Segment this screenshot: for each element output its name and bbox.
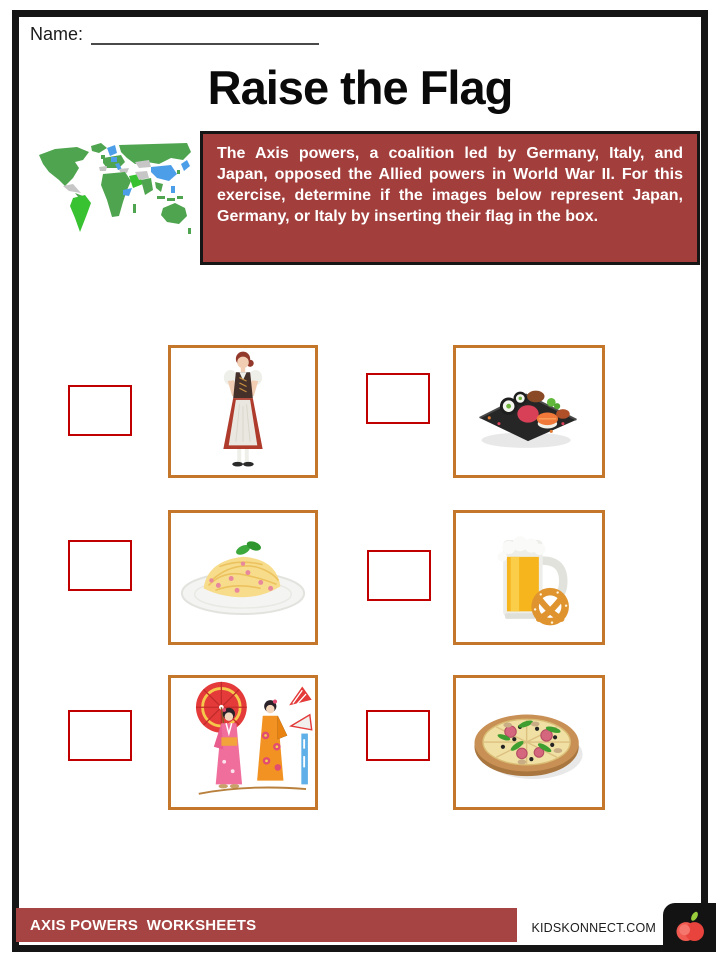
flag-answer-box-spaghetti[interactable] [68, 540, 132, 591]
footer-site-text: KIDSKONNECT.COM [531, 921, 656, 935]
instructions-box [200, 131, 700, 265]
german-dirndl-woman-image [193, 349, 293, 474]
image-box-kimono [168, 675, 318, 810]
name-label: Name: [30, 24, 84, 44]
sushi-plate-image [466, 362, 592, 462]
flag-answer-box-sushi[interactable] [366, 373, 430, 424]
footer-title-bar [16, 908, 517, 942]
image-box-sushi [453, 345, 605, 478]
image-box-spaghetti [168, 510, 318, 645]
name-input-line[interactable] [91, 24, 319, 45]
beer-mug-pretzel-image [475, 519, 583, 637]
footer-worksheet-title: AXIS POWERS WORKSHEETS [30, 916, 257, 934]
apple-logo-icon [672, 909, 708, 947]
image-box-pizza [453, 675, 605, 810]
spaghetti-plate-image [174, 531, 312, 625]
flag-answer-box-beer-pretzel[interactable] [367, 550, 431, 601]
flag-answer-box-pizza[interactable] [366, 710, 430, 761]
instructions-text: The Axis powers, a coalition led by Germany, Italy, and Japan, opposed the Allied powers in World War II. For this exercise, determine if the images below represent Japan, Germany, or Italy by inserting their flag in the box. [217, 145, 683, 225]
name-row [30, 24, 319, 45]
flag-answer-box-german-dirndl[interactable] [68, 385, 132, 436]
kidskonnect-logo [663, 903, 716, 952]
japanese-kimono-women-image [172, 679, 314, 806]
pizza-image [465, 695, 593, 791]
world-map-image [35, 140, 195, 260]
world-map-icon [35, 140, 195, 260]
image-box-beer-pretzel [453, 510, 605, 645]
page-title: Raise the Flag [207, 61, 513, 114]
flag-answer-box-kimono[interactable] [68, 710, 132, 761]
image-box-german-dirndl [168, 345, 318, 478]
